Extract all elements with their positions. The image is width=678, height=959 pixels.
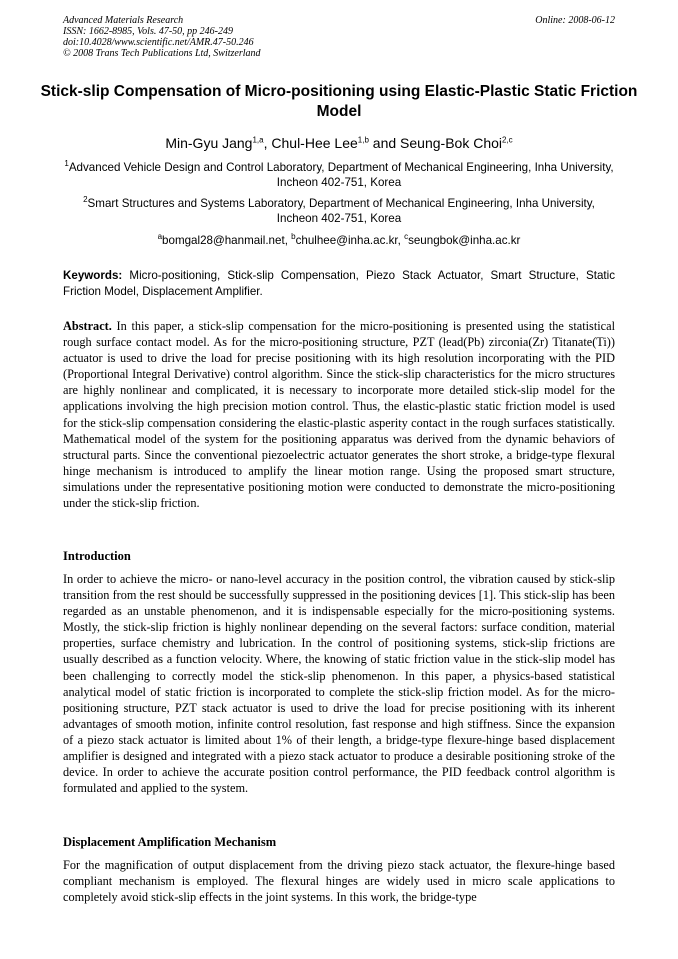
email-address: bomgal28@hanmail.net (162, 234, 285, 247)
paper-title: Stick-slip Compensation of Micro-positioning using Elastic-Plastic Static Friction Model (40, 83, 638, 120)
affiliation-mark: 1 (64, 159, 69, 169)
email-separator: , (397, 234, 405, 247)
affiliation-text: Advanced Vehicle Design and Control Laboratory, Department of Mechanical Engineering, Inha University, Incheon 402-751, Korea (68, 161, 614, 189)
author-separator: and (368, 135, 401, 151)
email-separator: , (284, 234, 292, 247)
author-separator: , (263, 135, 272, 151)
affiliation-text: Smart Structures and Systems Laboratory, Department of Mechanical Engineering, Inha University, Incheon 402-751, Korea (87, 197, 595, 225)
copyright-line: © 2008 Trans Tech Publications Ltd, Switzerland (63, 48, 261, 59)
email-mark: a (157, 232, 163, 242)
author-name: Min-Gyu Jang (165, 135, 253, 151)
keywords-text: Micro-positioning, Stick-slip Compensation, Piezo Stack Actuator, Smart Structure, Static Friction Model, Displacement Amplifier. (63, 269, 615, 298)
journal-name: Advanced Materials Research (63, 15, 184, 26)
online-date: Online: 2008-06-12 (535, 15, 615, 26)
keywords (63, 268, 615, 299)
abstract-label: Abstract. (63, 319, 112, 333)
email-address: seungbok@inha.ac.kr (408, 234, 521, 247)
displacement-heading: Displacement Amplification Mechanism (63, 835, 277, 849)
affiliation-mark: 2 (83, 195, 88, 205)
abstract (63, 318, 615, 511)
introduction-text: In order to achieve the micro- or nano-level accuracy in the position control, the vibration caused by stick-slip transition from the rest should be successfully suppressed in the positioning devices [1]. This stick-slip has been regarded as an unstable phenomenon, and it is indispensable especially for the micro-positioning systems. Mostly, the stick-slip friction is highly nonlinear depending on the several factors: surface condition, material properties, surface chemistry and lubrication. In the control of positioning systems, stick-slip frictions are usually described as a function velocity. Where, the knowing of static friction value in the stick-slip model has been challenging to correctly model the stick-slip phenomenon. In this paper, a physics-based statistical analytical model of static friction is incorporated to complete the stick-slip friction model. As for the micro-positioning structure, PZT stack actuator is used to drive the load for precise positioning with its inherent advantages of smooth motion, infinite control resolution, fast response and high stiffness. Since the expansion of a piezo stack actuator is limited about 1% of their length, a bridge-type flexure-hinge based displacement amplifier is designed and integrated with a piezo stack actuator to produce a desirable positioning stroke of the device. In order to achieve the accurate position control performance, the PID feedback control algorithm is formulated and applied to the system. (63, 572, 615, 796)
email-address: chulhee@inha.ac.kr (295, 234, 398, 247)
issn-line: ISSN: 1662-8985, Vols. 47-50, pp 246-249 (63, 26, 233, 37)
email-mark: b (291, 232, 296, 242)
author-list (40, 134, 638, 152)
author-affiliation-mark: 1,b (357, 135, 369, 145)
journal-header (63, 15, 615, 59)
author-affiliation-mark: 1,a (252, 135, 264, 145)
affiliation-1 (63, 160, 615, 190)
abstract-text: In this paper, a stick-slip compensation for the micro-positioning is presented using the statistical rough surface contact model. As for the micro-positioning structure, PZT (lead(Pb) zirconia(Zr) Titanate(Ti)) actuator is used to drive the load for precise positioning with its high resolution incorporating with the PID (Proportional Integral Derivative) control algorithm. Since the stick-slip characteristics for the micro structures are highly nonlinear and complicated, it is necessary to incorporate more detailed stick-slip model for the applications involving the high precision motion control. Thus, the elastic-plastic static friction model is used for the stick-slip compensation considering the elastic-plastic asperity contact in the rough surfaces statistically. Mathematical model of the system for the positioning apparatus was derived from the dynamic behaviors of structural parts. Since the conventional piezoelectric actuator generates the short stroke, a bridge-type flexural hinge mechanism is introduced to amplify the linear motion range. Using the proposed smart structure, simulations under the representative positioning motion were conducted to demonstrate the micro-positioning under the stick-slip friction. (63, 319, 616, 511)
keywords-label: Keywords: (63, 269, 123, 282)
email-mark: c (404, 232, 409, 242)
email-list (63, 233, 615, 248)
doi-line: doi:10.4028/www.scientific.net/AMR.47-50.246 (63, 37, 254, 48)
introduction-heading: Introduction (63, 549, 131, 563)
affiliation-2 (63, 196, 615, 226)
author-affiliation-mark: 2,c (502, 135, 513, 145)
displacement-text: For the magnification of output displacement from the driving piezo stack actuator, the flexure-hinge based compliant mechanism is employed. The flexural hinges are widely used in micro scale applications to completely avoid stick-slip effects in the joint systems. In this work, the bridge-type (63, 858, 615, 905)
author-name: Chul-Hee Lee (271, 135, 358, 151)
author-name: Seung-Bok Choi (400, 135, 502, 151)
